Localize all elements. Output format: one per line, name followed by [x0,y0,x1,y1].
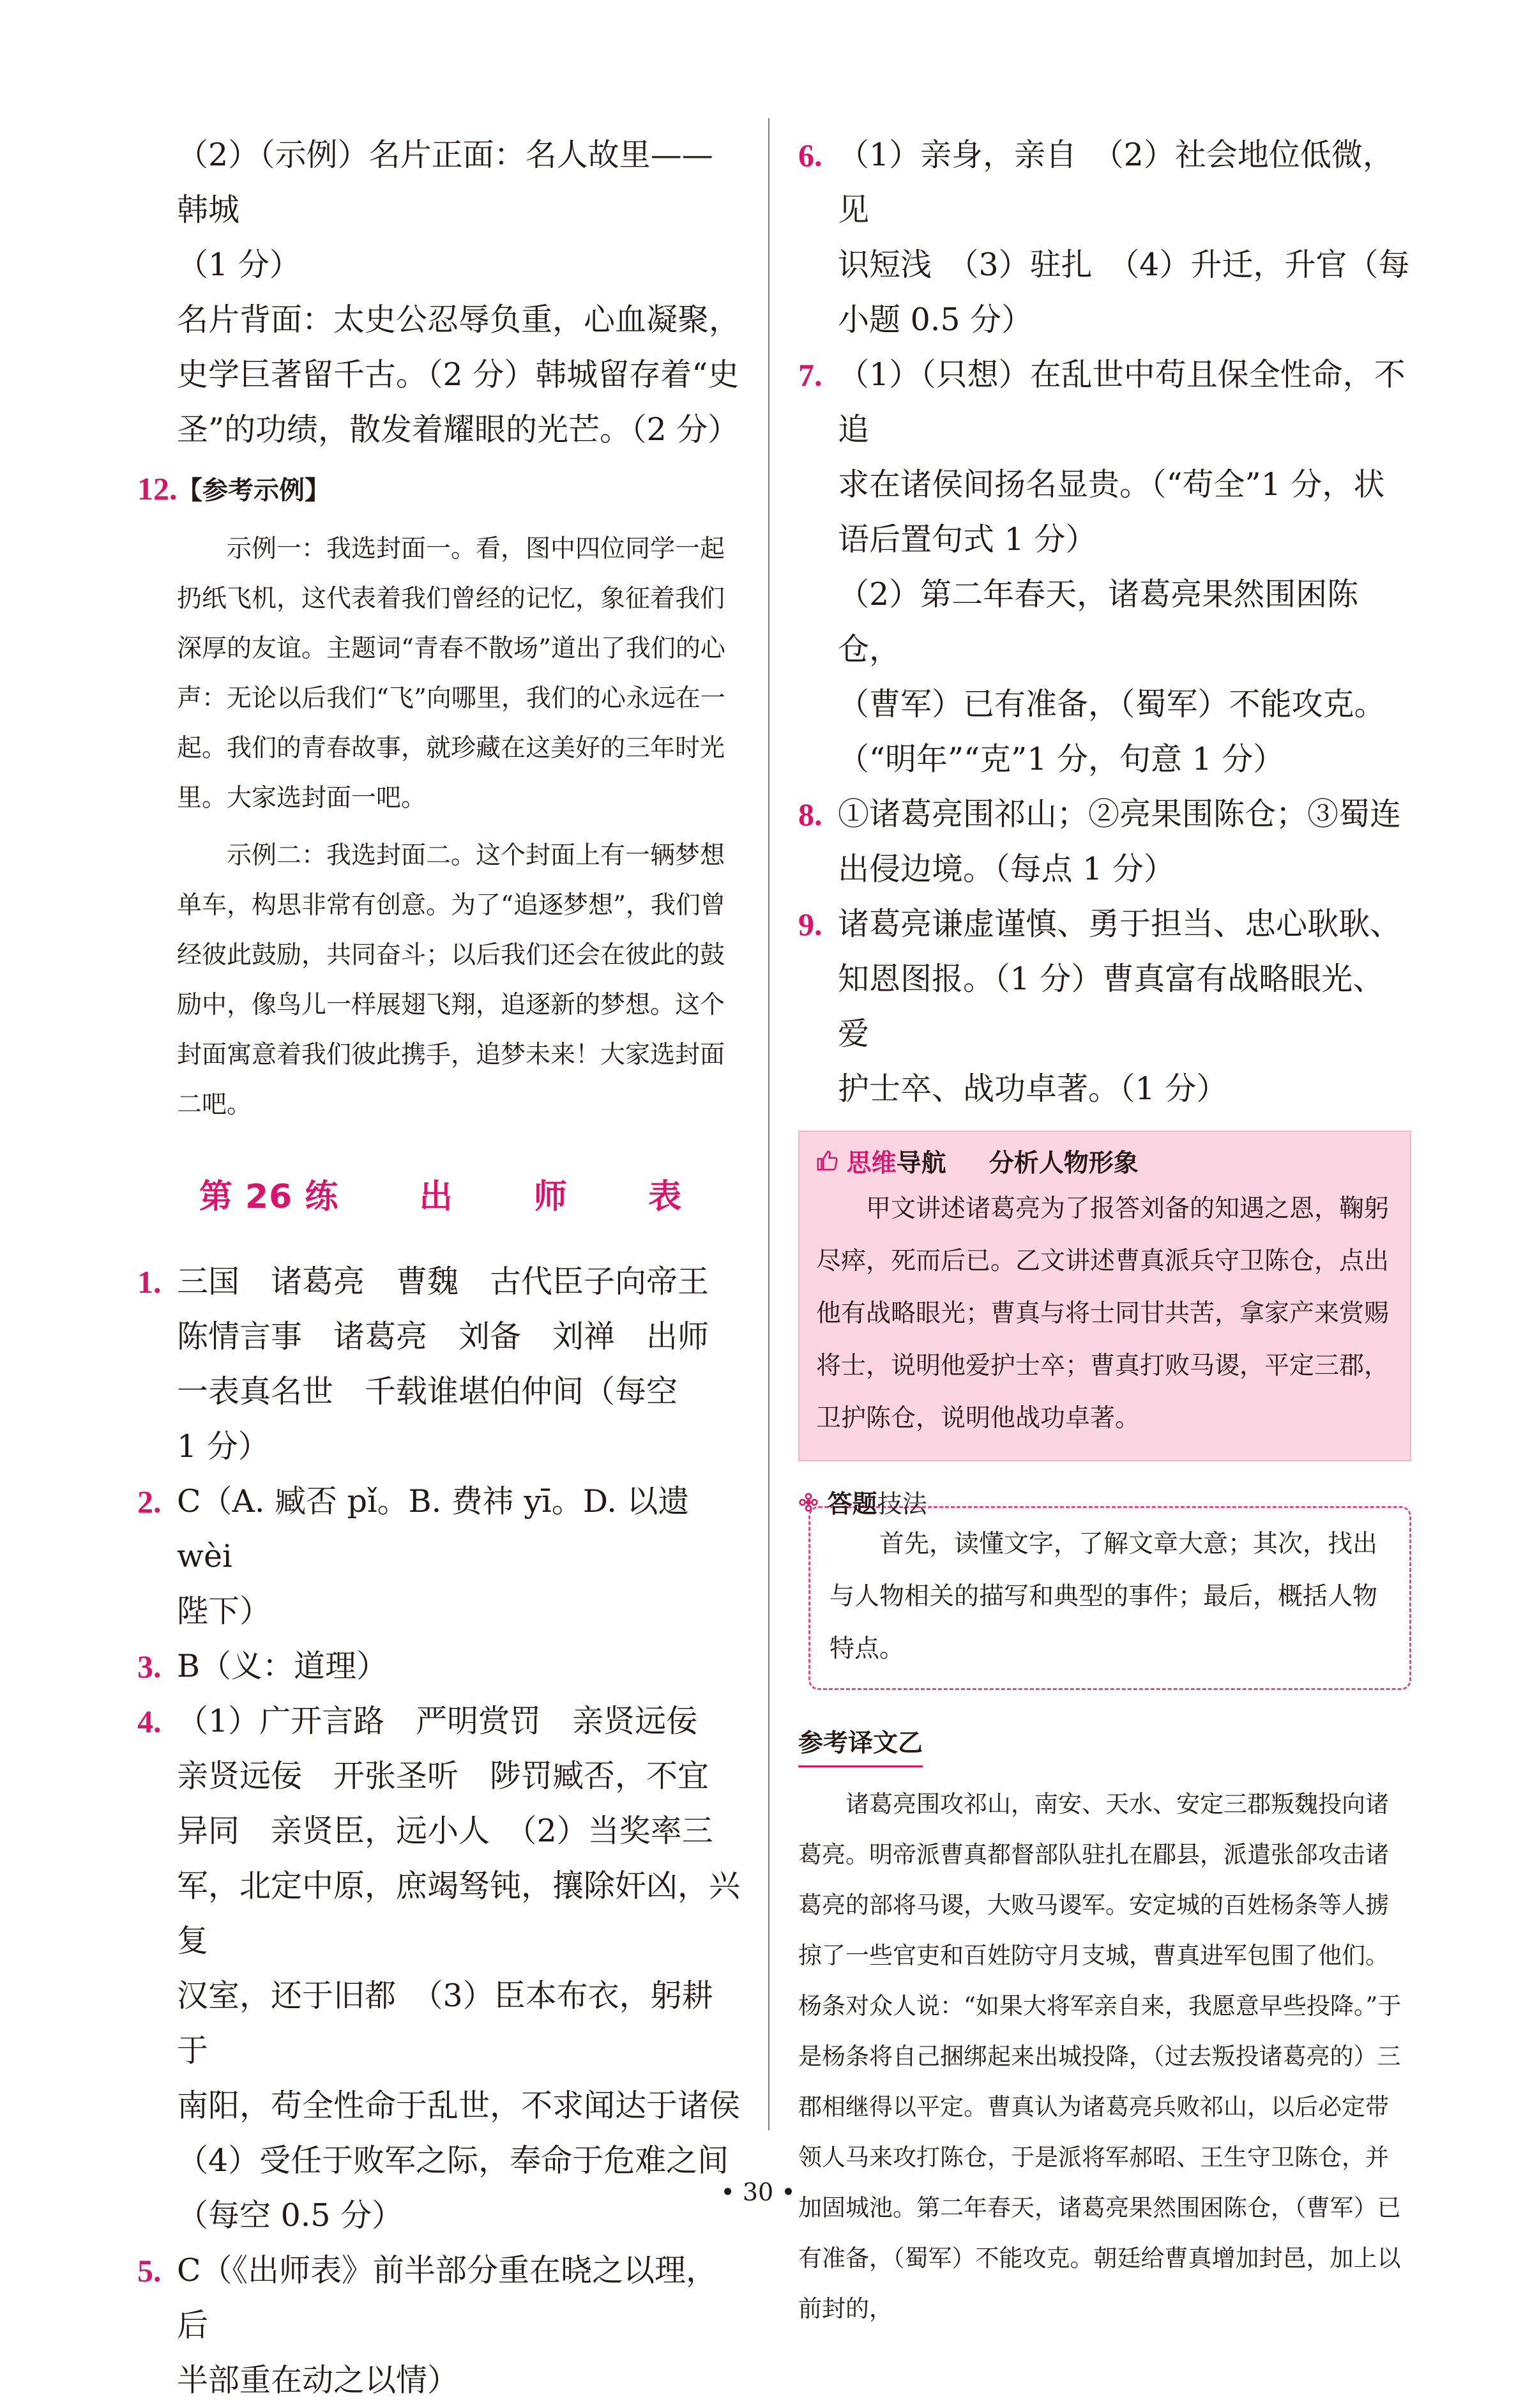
answer-label: 答题 [827,1490,877,1519]
question-8-answer [798,787,1411,897]
question-7-answer [798,347,1411,787]
text-line: 陛下） [177,1593,271,1629]
item-number: 3. [137,1649,162,1684]
item-12 [137,461,744,518]
text-line: ①诸葛亮围祁山；②亮果围陈仓；③蜀连 [838,796,1402,832]
item-number: 1. [137,1264,162,1300]
thinking-label: 思维 [846,1149,897,1178]
right-column [798,128,1411,2334]
text-line: 诸葛亮谦虚谨慎、勇于担当、忠心耿耿、 [838,906,1402,942]
text-line: 护士卒、战功卓著。（1 分） [838,1071,1228,1107]
text-line: （2）第二年春天，诸葛亮果然围困陈仓， [838,576,1359,667]
text-line: 半部重在动之以情） [177,2362,459,2398]
reference-translation-body: 诸葛亮围攻祁山，南安、天水、安定三郡叛魏投向诸葛亮。明帝派曹真都督部队驻扎在郿县，派遣张郃攻击诸葛亮的部将马谡，大败马谡军。安定城的百姓杨条等人掳掠了一些官吏和百姓防守月支城，曹真进军包围了他们。杨条对众人说：“如果大将军亲自来，我愿意早些投降。”于是杨条将自己捆绑起来出城投降，（过去叛投诸葛亮的）三郡相继得以平定。曹真认为诸葛亮兵败祁山，以后必定带领人马来攻打陈仓，于是派将军郝昭、王生守卫陈仓，并加固城池。第二年春天，诸葛亮果然围困陈仓，（曹军）已有准备，（蜀军）不能攻克。朝廷给曹真增加封邑，加上以前封的， [798,1790,1402,2322]
question-2-answer [137,1474,744,1639]
text-line: （1）亲身，亲自 （2）社会地位低微，见 [838,137,1394,228]
text-line: 汉室，还于旧都 （3）臣本布衣，躬耕于 [177,1977,713,2069]
item-11-part-2 [137,128,744,457]
text-line: 圣”的功绩，散发着耀眼的光芒。（2 分） [177,411,739,448]
page-number: • 30 • [720,2178,796,2206]
text-line: 亲贤远佞 开张圣听 陟罚臧否，不宜 [177,1758,709,1794]
item-number: 2. [137,1484,162,1520]
thumbs-up-icon [816,1149,847,1178]
question-9-answer [798,897,1411,1116]
lesson-char: 师 [533,1178,568,1216]
lesson-number: 第 26 练 [199,1178,339,1216]
question-6-answer [798,128,1411,347]
text-line: 求在诸侯间扬名显贵。（“苟全”1 分，状 [838,466,1385,503]
text-line: B（义：道理） [177,1648,388,1684]
answer-technique-section [798,1486,1411,1690]
left-column [137,128,744,2408]
question-3-answer [137,1639,744,1694]
flower-icon [798,1490,828,1519]
thinking-navigation-header [816,1145,1393,1183]
example-one: 示例一：我选封面一。看，图中四位同学一起扔纸飞机，这代表着我们曾经的记忆，象征着我们深厚的友谊。主题词“青春不散场”道出了我们的心声：无论以后我们“飞”向哪里，我们的心永远在一起。我们的青春故事，就珍藏在这美好的三年时光里。大家选封面一吧。 [177,535,725,812]
text-line: 知恩图报。（1 分）曹真富有战略眼光、爱 [838,961,1384,1052]
lesson-title [137,1170,744,1217]
text-line: C（A. 臧否 pǐ。B. 费祎 yī。D. 以遗 wèi [177,1483,690,1574]
item-number: 4. [137,1703,162,1739]
item-number: 6. [798,137,822,173]
item-12-examples [177,524,744,1130]
text-line: 出侵边境。（每点 1 分） [838,851,1175,887]
text-line: 陈情言事 诸葛亮 刘备 刘禅 出师 [177,1318,709,1355]
item-number: 12. [137,471,178,507]
text-line: 三国 诸葛亮 曹魏 古代臣子向帝王 [177,1263,709,1300]
text-line: 军，北定中原，庶竭驽钝，攘除奸凶，兴复 [177,1868,741,1959]
text-line: 异同 亲贤臣，远小人 （2）当奖率三 [177,1813,713,1849]
text-line: （2）（示例）名片正面：名人故里——韩城 [177,137,713,228]
text-line: （1 分） [177,247,301,283]
question-1-answer [137,1254,744,1474]
thinking-topic: 分析人物形象 [989,1149,1139,1178]
column-divider [768,118,769,2130]
reference-example-header: 【参考示例】 [177,476,330,505]
reference-translation-title: 参考译文乙 [798,1726,923,1767]
text-line: 小题 0.5 分） [838,301,1033,338]
text-line: 名片背面：太史公忍辱负重，心血凝聚， [177,301,741,338]
text-line: （每空 0.5 分） [177,2197,404,2234]
lesson-char: 出 [419,1178,453,1216]
text-line: 识短浅 （3）驻扎 （4）升迁，升官（每 [838,247,1410,283]
text-line: C（《出师表》前半部分重在晓之以理，后 [177,2252,717,2343]
text-line: 1 分） [177,1428,269,1465]
technique-label: 技法 [877,1490,927,1519]
thinking-navigation-body: 甲文讲述诸葛亮为了报答刘备的知遇之恩，鞠躬尽瘁，死而后已。乙文讲述曹真派兵守卫陈仓，点出他有战略眼光；曹真与将士同甘共苦，拿家产来赏赐将士，说明他爱护士卒；曹真打败马谡，平定三郡，卫护陈仓，说明他战功卓著。 [816,1194,1390,1433]
answer-technique-body: 首先，读懂文字，了解文章大意；其次，找出与人物相关的描写和典型的事件；最后，概括人物特点。 [830,1530,1378,1663]
text-line: （4）受任于败军之际，奉命于危难之间 [177,2142,729,2179]
text-line: 史学巨著留千古。（2 分）韩城留存着“史 [177,356,739,393]
item-number: 9. [798,906,822,942]
navigation-label: 导航 [896,1149,946,1178]
thinking-navigation-box [798,1131,1411,1461]
text-line: （“明年”“克”1 分，句意 1 分） [838,741,1285,777]
answer-technique-box [808,1506,1411,1690]
text-line: （曹军）已有准备，（蜀军）不能攻克。 [838,686,1386,722]
item-number: 7. [798,357,822,393]
lesson-char: 表 [648,1178,683,1216]
text-line: （1）广开言路 严明赏罚 亲贤远佞 [177,1703,698,1739]
question-4-answer [137,1694,744,2243]
text-line: 语后置句式 1 分） [838,521,1097,558]
item-number: 8. [798,796,822,832]
text-line: 一表真名世 千载谁堪伯仲间（每空 [177,1373,678,1410]
question-5-answer [137,2243,744,2408]
item-number: 5. [137,2253,162,2289]
text-line: （1）（只想）在乱世中苟且保全性命，不追 [838,356,1406,448]
example-two: 示例二：我选封面二。这个封面上有一辆梦想单车，构思非常有创意。为了“追逐梦想”，我们曾经彼此鼓励，共同奋斗；以后我们还会在彼此的鼓励中，像鸟儿一样展翅飞翔，追逐新的梦想。这个封面寓意着我们彼此携手，追梦未来！大家选封面二吧。 [177,841,725,1119]
text-line: 南阳，苟全性命于乱世，不求闻达于诸侯 [177,2087,741,2124]
